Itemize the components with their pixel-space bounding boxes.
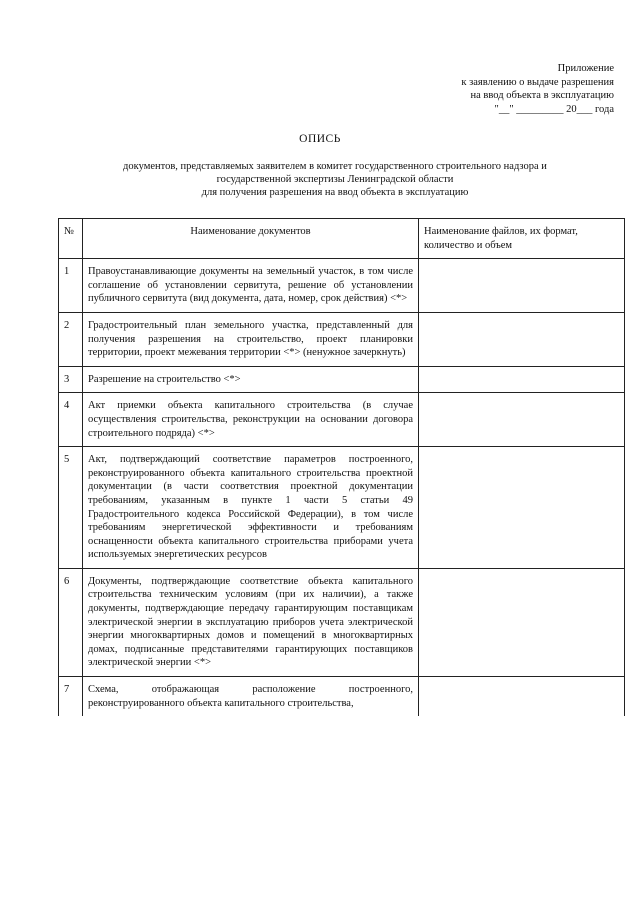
- row-document-name: Правоустанавливающие документы на земельный участок, в том числе соглашение об установлении сервитута, решение об установлении публичного сервитута (вид документа, дата, номер, срок действия) <*>: [83, 259, 419, 313]
- row-files-cell[interactable]: [419, 259, 625, 313]
- row-files-cell[interactable]: [419, 312, 625, 366]
- document-subtitle: [60, 160, 610, 199]
- appendix-note: [461, 62, 614, 116]
- appendix-line: Приложение: [557, 63, 614, 74]
- row-number: 5: [59, 447, 83, 569]
- table-row: [59, 366, 625, 393]
- table-row: [59, 568, 625, 676]
- table-row: [59, 393, 625, 447]
- appendix-line: к заявлению о выдаче разрешения: [461, 76, 614, 88]
- row-number: 2: [59, 312, 83, 366]
- subtitle-line: для получения разрешения на ввод объекта в эксплуатацию: [201, 187, 469, 198]
- header-number: №: [59, 219, 83, 259]
- row-files-cell[interactable]: [419, 366, 625, 393]
- appendix-line: на ввод объекта в эксплуатацию: [470, 90, 614, 101]
- row-files-cell[interactable]: [419, 568, 625, 676]
- appendix-date-line: "__" _________ 20___ года: [494, 103, 614, 115]
- row-document-name: Схема, отображающая расположение построенного, реконструированного объекта капитального строительства,: [83, 677, 419, 717]
- row-number: 6: [59, 568, 83, 676]
- header-files: Наименование файлов, их формат, количество и объем: [419, 219, 625, 259]
- row-number: 7: [59, 677, 83, 717]
- table-row: [59, 312, 625, 366]
- row-files-cell[interactable]: [419, 677, 625, 717]
- document-title: ОПИСЬ: [299, 133, 341, 145]
- table-row: [59, 677, 625, 717]
- header-document-name: Наименование документов: [83, 219, 419, 259]
- row-files-cell[interactable]: [419, 393, 625, 447]
- table-row: [59, 259, 625, 313]
- subtitle-line: государственной экспертизы Ленинградской области: [216, 174, 454, 185]
- row-files-cell[interactable]: [419, 447, 625, 569]
- table-header-row: [59, 219, 625, 259]
- row-document-name: Документы, подтверждающие соответствие объекта капитального строительства техническим условиям (при их наличии), а также документы, подтверждающие передачу гарантирующим поставщикам электрической энергии в эксплуатацию приборов учета электрической энергии многоквартирных домов и помещений в многоквартирных домах, подписанные представителями гарантирующих поставщиков электрической энергии <*>: [83, 568, 419, 676]
- row-number: 1: [59, 259, 83, 313]
- row-document-name: Градостроительный план земельного участка, представленный для получения разрешения на строительство, проект планировки территории, проект межевания территории <*> (ненужное зачеркнуть): [83, 312, 419, 366]
- row-document-name: Разрешение на строительство <*>: [83, 366, 419, 393]
- table-row: [59, 447, 625, 569]
- documents-inventory-table: [58, 218, 625, 716]
- subtitle-line: документов, представляемых заявителем в комитет государственного строительного надзора и: [123, 161, 547, 172]
- row-number: 4: [59, 393, 83, 447]
- row-document-name: Акт приемки объекта капитального строительства (в случае осуществления строительства, реконструкции на основании договора строительного подряда) <*>: [83, 393, 419, 447]
- row-document-name: Акт, подтверждающий соответствие параметров построенного, реконструированного объекта капитального строительства проектной документации (в части соответствия проектной документации требованиям, указанным в пункте 1 части 5 статьи 49 Градостроительного кодекса Российской Федерации), в том числе требованиям энергетической эффективности и требованиям оснащенности объекта капитального строительства приборами учета используемых энергетических ресурсов: [83, 447, 419, 569]
- row-number: 3: [59, 366, 83, 393]
